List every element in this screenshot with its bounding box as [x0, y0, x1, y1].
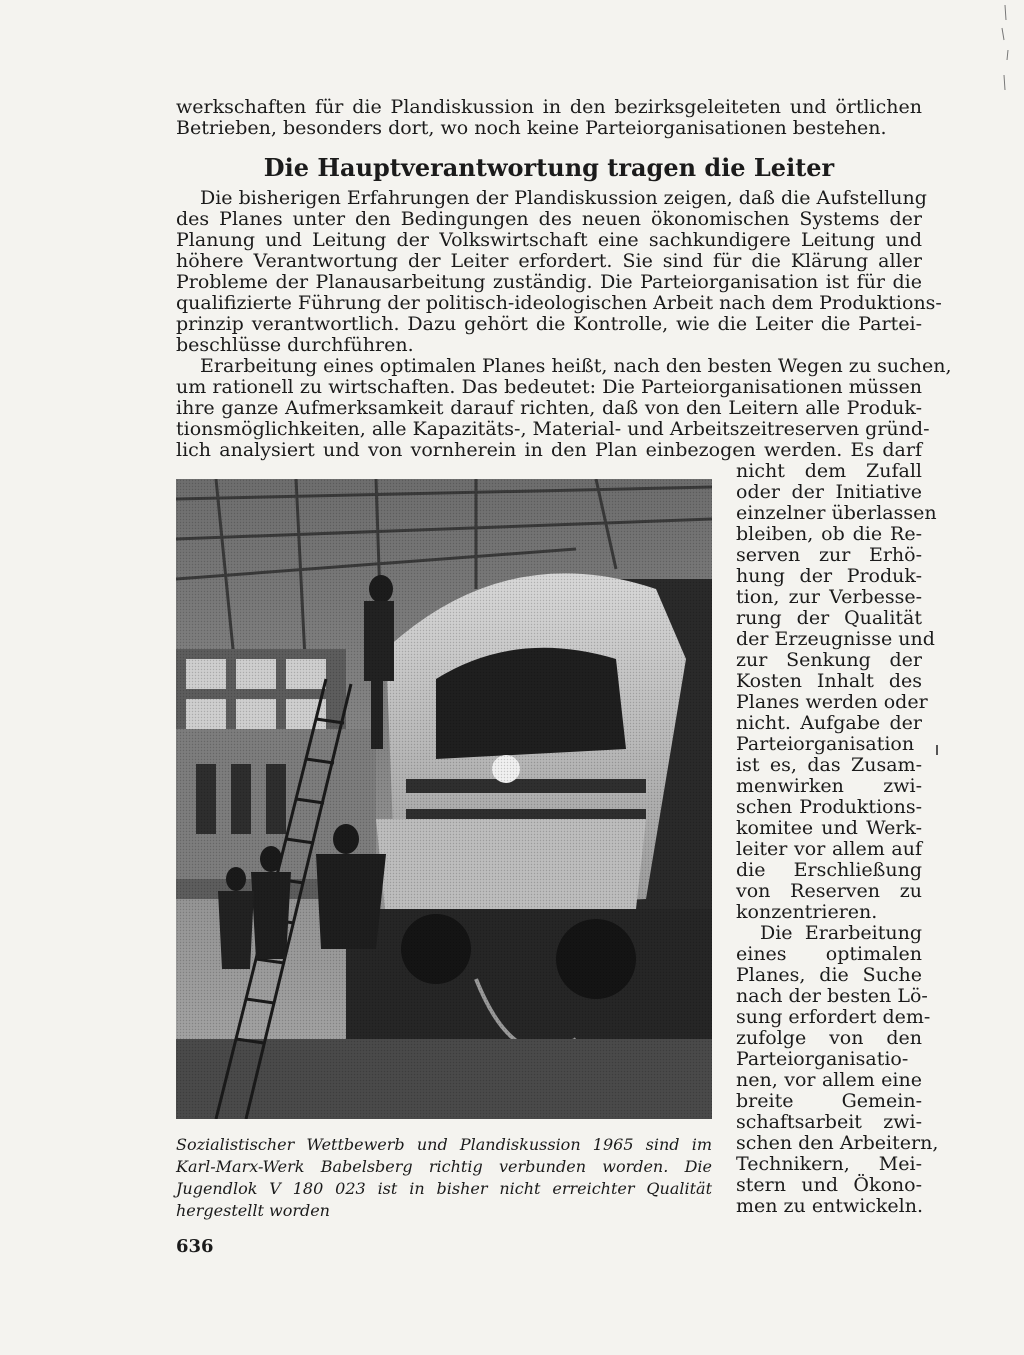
column-line: ist es, das Zusam-	[736, 754, 922, 776]
column-line: rung der Qualität	[736, 607, 922, 629]
column-line: oder der Initiative	[736, 481, 922, 503]
para1-line: Probleme der Planausarbeitung zuständig. Die Parteiorganisation ist für die	[176, 271, 922, 293]
column-line: von Reserven zu	[736, 880, 922, 902]
column2-line: nach der besten Lö-	[736, 985, 928, 1007]
column2-line: Planes, die Suche	[736, 964, 922, 986]
column-line: nicht dem Zufall	[736, 460, 922, 482]
para1-line: höhere Verantwortung der Leiter erfordert. Sie sind für die Klärung aller	[176, 250, 922, 272]
column2-line: breite Gemein-	[736, 1090, 922, 1112]
photo-caption-line: Sozialistischer Wettbewerb und Plandiskussion 1965 sind im	[176, 1135, 712, 1154]
column-line: Planes werden oder	[736, 691, 928, 713]
photo-caption-line: hergestellt worden	[176, 1201, 330, 1220]
para1-line: beschlüsse durchführen.	[176, 334, 414, 356]
scan-artifact	[936, 745, 938, 755]
page-number: 636	[176, 1236, 214, 1257]
column-line: serven zur Erhö-	[736, 544, 922, 566]
column2-line: Technikern, Mei-	[736, 1153, 922, 1175]
section-heading: Die Hauptverantwortung tragen die Leiter	[263, 153, 835, 182]
column-line: tion, zur Verbesse-	[736, 586, 922, 608]
column-line: die Erschließung	[736, 859, 922, 881]
column-line: Parteiorganisation	[736, 733, 915, 755]
para1-line: Die bisherigen Erfahrungen der Plandiskussion zeigen, daß die Aufstellung	[200, 187, 927, 209]
para1-line: des Planes unter den Bedingungen des neuen ökonomischen Systems der	[176, 208, 922, 230]
column-line: der Erzeugnisse und	[736, 628, 935, 650]
column-line: zur Senkung der	[736, 649, 922, 671]
photo-caption-line: Karl-Marx-Werk Babelsberg richtig verbunden worden. Die	[176, 1157, 712, 1176]
column-line: leiter vor allem auf	[736, 838, 922, 860]
column-line: nicht. Aufgabe der	[736, 712, 922, 734]
column2-line: sung erfordert dem-	[736, 1006, 931, 1028]
column2-line: Die Erarbeitung	[760, 922, 922, 944]
locomotive-photo	[176, 479, 712, 1119]
intro-line-1: werkschaften für die Plandiskussion in den bezirksgeleiteten und örtlichen	[176, 96, 922, 118]
scan-artifact	[980, 0, 1020, 110]
para2-line: Erarbeitung eines optimalen Planes heißt, nach den besten Wegen zu suchen,	[200, 355, 952, 377]
photo-caption-line: Jugendlok V 180 023 ist in bisher nicht erreichter Qualität	[176, 1179, 712, 1198]
column-line: schen Produktions-	[736, 796, 922, 818]
column2-line: stern und Ökono-	[736, 1174, 922, 1196]
column-line: konzentrieren.	[736, 901, 878, 923]
para2-line: um rationell zu wirtschaften. Das bedeutet: Die Parteiorganisationen müssen	[176, 376, 922, 398]
para1-line: prinzip verantwortlich. Dazu gehört die Kontrolle, wie die Leiter die Partei-	[176, 313, 922, 335]
column2-line: Parteiorganisatio-	[736, 1048, 909, 1070]
column-line: menwirken zwi-	[736, 775, 922, 797]
column-line: komitee und Werk-	[736, 817, 922, 839]
intro-line-2: Betrieben, besonders dort, wo noch keine Parteiorganisationen bestehen.	[176, 117, 887, 139]
column2-line: zufolge von den	[736, 1027, 922, 1049]
para2-line: lich analysiert und von vornherein in den Plan einbezogen werden. Es darf	[176, 439, 922, 461]
column2-line: men zu entwickeln.	[736, 1195, 924, 1217]
column-line: Kosten Inhalt des	[736, 670, 922, 692]
column2-line: nen, vor allem eine	[736, 1069, 922, 1091]
column-line: hung der Produk-	[736, 565, 922, 587]
column-line: bleiben, ob die Re-	[736, 523, 922, 545]
column-line: einzelner überlassen	[736, 502, 937, 524]
para1-line: Planung und Leitung der Volkswirtschaft eine sachkundigere Leitung und	[176, 229, 922, 251]
column2-line: schaftsarbeit zwi-	[736, 1111, 922, 1133]
para1-line: qualifizierte Führung der politisch-ideologischen Arbeit nach dem Produktions-	[176, 292, 942, 314]
para2-line: tionsmöglichkeiten, alle Kapazitäts-, Material- und Arbeitszeitreserven gründ-	[176, 418, 930, 440]
column2-line: schen den Arbeitern,	[736, 1132, 939, 1154]
para2-line: ihre ganze Aufmerksamkeit darauf richten, daß von den Leitern alle Produk-	[176, 397, 922, 419]
column2-line: eines optimalen	[736, 943, 922, 965]
